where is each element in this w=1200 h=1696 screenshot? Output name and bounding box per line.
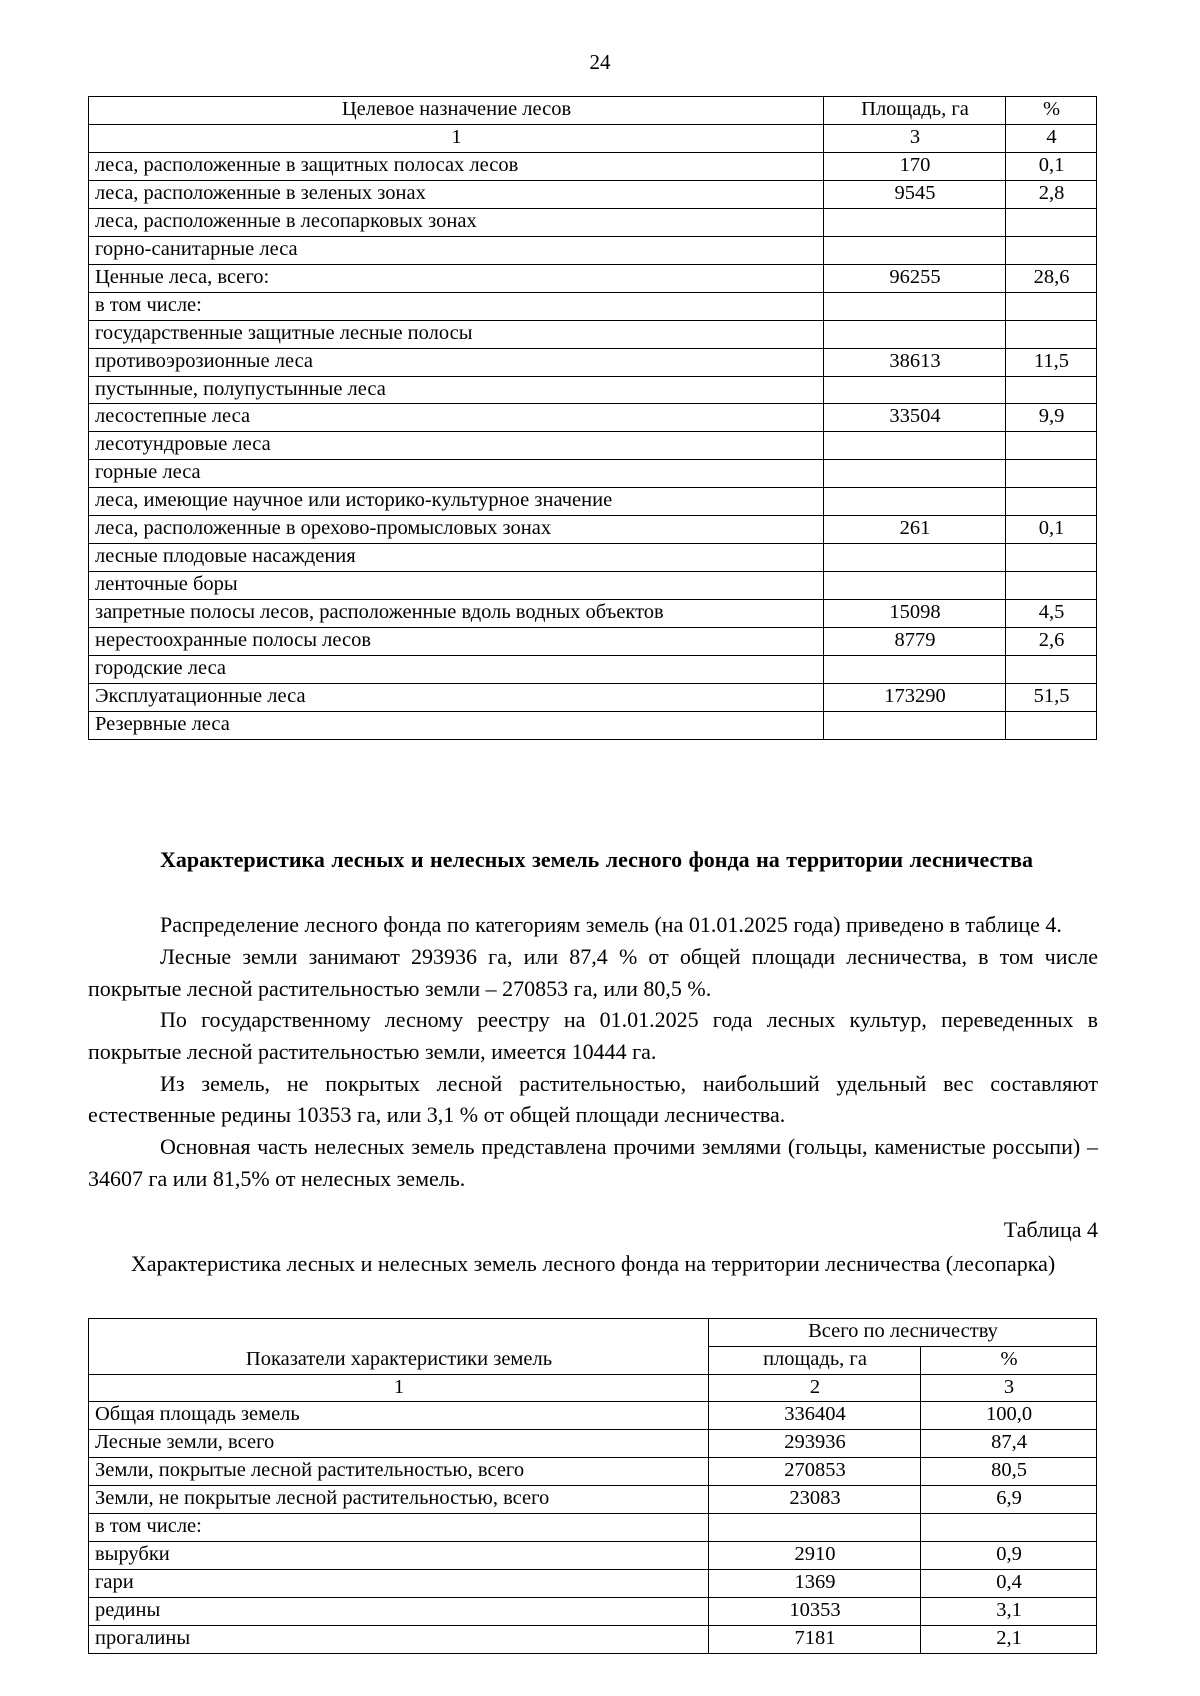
cell-area <box>824 236 1006 264</box>
cell-area: 8779 <box>824 628 1006 656</box>
table-row <box>89 572 1097 600</box>
cell-percent: 80,5 <box>921 1458 1097 1486</box>
cell-percent: 0,1 <box>1006 516 1097 544</box>
table-row <box>89 432 1097 460</box>
cell-area: 336404 <box>709 1402 921 1430</box>
table-row <box>89 656 1097 684</box>
cell-label: вырубки <box>89 1542 709 1570</box>
paragraph-forest-lands: Лесные земли занимают 293936 га, или 87,4 % от общей площади лесничества, в том числе покрытые лесной растительностью земли – 270853 га, или 80,5 %. <box>88 943 1098 1001</box>
cell-percent: 28,6 <box>1006 264 1097 292</box>
table-row <box>89 152 1097 180</box>
column-number-3: 3 <box>824 124 1006 152</box>
cell-percent <box>1006 544 1097 572</box>
cell-percent <box>1006 236 1097 264</box>
cell-label: лесные плодовые насаждения <box>89 544 824 572</box>
land-characteristics-table <box>88 1318 1097 1654</box>
table-row <box>89 320 1097 348</box>
cell-area <box>824 208 1006 236</box>
cell-area: 261 <box>824 516 1006 544</box>
forest-purpose-table <box>88 96 1097 740</box>
cell-label: горные леса <box>89 460 824 488</box>
cell-percent <box>1006 711 1097 739</box>
cell-label: лесотундровые леса <box>89 432 824 460</box>
table-row <box>89 1458 1097 1486</box>
cell-label: редины <box>89 1598 709 1626</box>
cell-percent: 2,1 <box>921 1626 1097 1654</box>
table-row <box>89 264 1097 292</box>
cell-area <box>709 1514 921 1542</box>
table-row <box>89 404 1097 432</box>
cell-percent <box>1006 208 1097 236</box>
table-row <box>89 292 1097 320</box>
cell-area: 33504 <box>824 404 1006 432</box>
table-row <box>89 516 1097 544</box>
cell-label: Земли, покрытые лесной растительностью, всего <box>89 1458 709 1486</box>
cell-percent <box>1006 376 1097 404</box>
cell-percent: 0,1 <box>1006 152 1097 180</box>
cell-percent: 9,9 <box>1006 404 1097 432</box>
table-row <box>89 628 1097 656</box>
cell-area: 170 <box>824 152 1006 180</box>
cell-area <box>824 572 1006 600</box>
cell-percent <box>1006 292 1097 320</box>
cell-area <box>824 376 1006 404</box>
table-column-numbering-row <box>89 124 1097 152</box>
table-row <box>89 236 1097 264</box>
cell-percent <box>1006 432 1097 460</box>
cell-percent: 3,1 <box>921 1598 1097 1626</box>
table-row <box>89 376 1097 404</box>
table-row <box>89 1542 1097 1570</box>
column-number-3: 3 <box>921 1374 1097 1402</box>
section-heading: Характеристика лесных и нелесных земель лесного фонда на территории лесничества <box>160 846 1033 872</box>
cell-area <box>824 544 1006 572</box>
table-header-row-group <box>89 1318 1097 1346</box>
table-row <box>89 1570 1097 1598</box>
cell-percent: 2,6 <box>1006 628 1097 656</box>
cell-label: нерестоохранные полосы лесов <box>89 628 824 656</box>
cell-percent <box>1006 488 1097 516</box>
table-row <box>89 684 1097 712</box>
cell-area <box>824 656 1006 684</box>
table-row <box>89 488 1097 516</box>
cell-percent <box>1006 460 1097 488</box>
cell-percent: 6,9 <box>921 1486 1097 1514</box>
column-number-4: 4 <box>1006 124 1097 152</box>
cell-percent: 87,4 <box>921 1430 1097 1458</box>
cell-percent <box>1006 656 1097 684</box>
table-row <box>89 1626 1097 1654</box>
cell-label: ленточные боры <box>89 572 824 600</box>
column-number-1: 1 <box>89 1374 709 1402</box>
cell-area <box>824 711 1006 739</box>
cell-label: леса, расположенные в зеленых зонах <box>89 180 824 208</box>
cell-area: 9545 <box>824 180 1006 208</box>
paragraph-distribution: Распределение лесного фонда по категориям земель (на 01.01.2025 года) приведено в таблице 4. <box>160 912 1062 938</box>
table-row <box>89 1402 1097 1430</box>
cell-percent: 11,5 <box>1006 348 1097 376</box>
cell-area: 293936 <box>709 1430 921 1458</box>
cell-percent: 100,0 <box>921 1402 1097 1430</box>
cell-label: государственные защитные лесные полосы <box>89 320 824 348</box>
cell-label: леса, расположенные в защитных полосах лесов <box>89 152 824 180</box>
paragraph-registry: По государственному лесному реестру на 01.01.2025 года лесных культур, переведенных в покрытые лесной растительностью земли, имеется 10444 га. <box>88 1007 1098 1064</box>
cell-label: Ценные леса, всего: <box>89 264 824 292</box>
cell-area: 270853 <box>709 1458 921 1486</box>
table-row <box>89 711 1097 739</box>
land-characteristics-table-body <box>89 1402 1097 1654</box>
cell-label: Резервные леса <box>89 711 824 739</box>
cell-area: 10353 <box>709 1598 921 1626</box>
cell-label: пустынные, полупустынные леса <box>89 376 824 404</box>
cell-area: 173290 <box>824 684 1006 712</box>
table-row <box>89 1514 1097 1542</box>
header-cell-percent: % <box>1006 97 1097 125</box>
table-row <box>89 1598 1097 1626</box>
cell-label: Земли, не покрытые лесной растительностью, всего <box>89 1486 709 1514</box>
paragraph-uncovered-lands: Из земель, не покрытых лесной растительностью, наибольший удельный вес составляют естественные редины 10353 га, или 3,1 % от общей площади лесничества. <box>88 1070 1098 1128</box>
cell-area <box>824 292 1006 320</box>
cell-percent <box>1006 572 1097 600</box>
table-title-caption: Характеристика лесных и нелесных земель лесного фонда на территории лесничества (лесопарка) <box>130 1250 1056 1276</box>
cell-label: лесостепные леса <box>89 404 824 432</box>
table-header-row <box>89 97 1097 125</box>
table-number-caption: Таблица 4 <box>1003 1217 1098 1243</box>
cell-percent <box>1006 320 1097 348</box>
cell-area: 7181 <box>709 1626 921 1654</box>
page-number: 24 <box>589 50 611 74</box>
table-row <box>89 544 1097 572</box>
cell-label: в том числе: <box>89 1514 709 1542</box>
page-content <box>88 96 1098 1654</box>
cell-label: запретные полосы лесов, расположенные вдоль водных объектов <box>89 600 824 628</box>
cell-label: Лесные земли, всего <box>89 1430 709 1458</box>
paragraph-nonforest-lands: Основная часть нелесных земель представлена прочими землями (гольцы, каменистые россыпи) – 34607 га или 81,5% от нелесных земель. <box>88 1133 1098 1191</box>
header-cell-total-group: Всего по лесничеству <box>709 1318 1097 1346</box>
header-cell-purpose: Целевое назначение лесов <box>89 97 824 125</box>
cell-label: леса, имеющие научное или историко-культурное значение <box>89 488 824 516</box>
cell-percent: 2,8 <box>1006 180 1097 208</box>
header-cell-indicators: Показатели характеристики земель <box>89 1318 709 1374</box>
cell-area: 1369 <box>709 1570 921 1598</box>
header-cell-area: Площадь, га <box>824 97 1006 125</box>
cell-area <box>824 432 1006 460</box>
cell-area: 38613 <box>824 348 1006 376</box>
cell-area: 2910 <box>709 1542 921 1570</box>
cell-label: гари <box>89 1570 709 1598</box>
table-row <box>89 208 1097 236</box>
table-row <box>89 1430 1097 1458</box>
land-characteristics-table-wrap <box>88 1318 1098 1654</box>
cell-label: леса, расположенные в орехово-промысловых зонах <box>89 516 824 544</box>
cell-percent: 0,9 <box>921 1542 1097 1570</box>
header-cell-area: площадь, га <box>709 1346 921 1374</box>
cell-percent: 0,4 <box>921 1570 1097 1598</box>
table-row <box>89 180 1097 208</box>
cell-percent: 4,5 <box>1006 600 1097 628</box>
table-column-numbering-row <box>89 1374 1097 1402</box>
column-number-1: 1 <box>89 124 824 152</box>
cell-label: прогалины <box>89 1626 709 1654</box>
forest-purpose-table-head <box>89 97 1097 153</box>
header-cell-percent: % <box>921 1346 1097 1374</box>
land-characteristics-table-head <box>89 1318 1097 1402</box>
table-row <box>89 1486 1097 1514</box>
cell-label: противоэрозионные леса <box>89 348 824 376</box>
cell-label: Общая площадь земель <box>89 1402 709 1430</box>
cell-area <box>824 320 1006 348</box>
cell-area: 23083 <box>709 1486 921 1514</box>
table-row <box>89 460 1097 488</box>
cell-label: леса, расположенные в лесопарковых зонах <box>89 208 824 236</box>
table-row <box>89 348 1097 376</box>
cell-label: Эксплуатационные леса <box>89 684 824 712</box>
cell-area: 15098 <box>824 600 1006 628</box>
cell-label: городские леса <box>89 656 824 684</box>
cell-area: 96255 <box>824 264 1006 292</box>
cell-area <box>824 460 1006 488</box>
cell-percent <box>921 1514 1097 1542</box>
cell-label: горно-санитарные леса <box>89 236 824 264</box>
cell-area <box>824 488 1006 516</box>
table-row <box>89 600 1097 628</box>
column-number-2: 2 <box>709 1374 921 1402</box>
cell-percent: 51,5 <box>1006 684 1097 712</box>
forest-purpose-table-body <box>89 152 1097 739</box>
cell-label: в том числе: <box>89 292 824 320</box>
